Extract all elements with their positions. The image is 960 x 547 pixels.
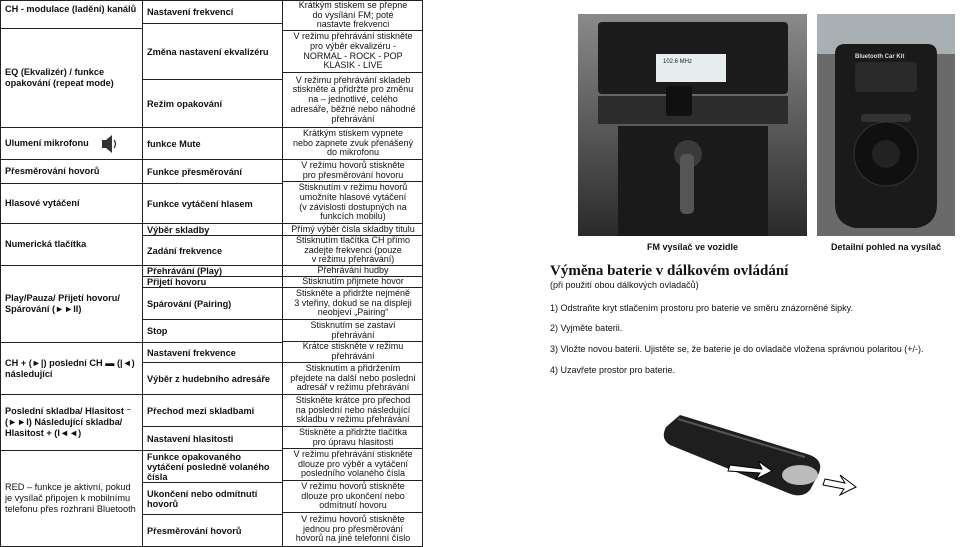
function-cell: Funkce vytáčení hlasem xyxy=(143,184,282,224)
description-cell: Stiskněte krátce pro přechod na poslední nebo následující skladbu v režimu přehrávání xyxy=(283,395,423,427)
button-name: EQ (Ekvalizér) / funkce opakování (repeat mode) xyxy=(5,67,114,88)
battery-step-3: 3) Vložte novou baterii. Ujistěte se, že baterie je do ovladače vložena správnou polaritou (+/-). xyxy=(550,344,924,354)
function-cell: Výběr skladby xyxy=(143,224,282,236)
battery-step-2: 2) Vyjměte baterii. xyxy=(550,323,623,333)
description-cell: Přehrávání hudby xyxy=(283,266,423,277)
radio-display-text: 102.6 MHz xyxy=(663,59,693,65)
row-eq xyxy=(1,29,142,128)
description-cell: Krátkým stiskem vypnete nebo zapnete zvuk přenášený do mikrofonu xyxy=(283,128,423,160)
function-cell: Přesměrování hovorů xyxy=(143,515,282,547)
row-track-volume xyxy=(1,395,142,451)
remote-battery-illustration xyxy=(660,395,860,505)
speaker-icon xyxy=(100,128,118,160)
description-cell: Stisknutím se zastaví přehrávání xyxy=(283,320,423,342)
function-cell: Nastavení hlasitosti xyxy=(143,427,282,451)
function-cell: Přijetí hovoru xyxy=(143,277,282,288)
description-cell: Stisknutím tlačítka CH přímo zadejte frekvenci (pouze v režimu přehrávání) xyxy=(283,236,423,266)
row-mute xyxy=(1,128,142,160)
function-cell: Režim opakování xyxy=(143,80,282,128)
button-name-column xyxy=(0,0,142,547)
description-cell: Stisknutím v režimu hovorů umožníte hlasové vytáčení (v závislosti dostupných na funkcích mobilu) xyxy=(283,182,423,224)
transmitter-photo xyxy=(817,14,955,236)
battery-step-4: 4) Uzavřete prostor pro baterie. xyxy=(550,365,676,375)
row-red-led xyxy=(1,451,142,547)
function-cell: Výběr z hudebního adresáře xyxy=(143,363,282,395)
button-name: CH - modulace (ladění) kanálů xyxy=(5,4,137,14)
function-cell: Přechod mezi skladbami xyxy=(143,395,282,427)
transmitter-image xyxy=(817,14,955,236)
button-name: CH + (►|) poslední CH ▬ (|◄) následující xyxy=(5,357,135,379)
description-column xyxy=(282,0,423,547)
button-name: Přesměrování hovorů xyxy=(5,166,100,176)
row-ch-modulation xyxy=(1,0,142,29)
description-cell: Krátkým stiskem se přepne do vysílání FM; poté nastavte frekvenci xyxy=(283,0,423,31)
description-cell: V režimu přehrávání stiskněte pro výběr ekvalizéru - NORMAL - ROCK - POP KLASIK - LIVE xyxy=(283,31,423,73)
car-interior-photo xyxy=(578,14,807,236)
row-voice-dial xyxy=(1,184,142,224)
arrow-right-icon xyxy=(823,475,856,495)
row-numeric xyxy=(1,224,142,266)
description-cell: V režimu přehrávání stiskněte dlouze pro výběr a vytáčení posledního volaného čísla xyxy=(283,449,423,481)
button-name: Ulumení mikrofonu xyxy=(5,138,89,148)
function-cell: Nastavení frekvence xyxy=(143,343,282,363)
function-cell: Ukončení nebo odmítnutí hovorů xyxy=(143,483,282,515)
battery-step-1: 1) Odstraňte kryt stlačením prostoru pro baterie ve směru znázorněné šipky. xyxy=(550,303,853,313)
row-ch-next-prev xyxy=(1,343,142,395)
description-cell: Přímý výběr čísla skladby titulu xyxy=(283,224,423,236)
function-cell: Nastavení frekvencí xyxy=(143,0,282,24)
function-cell: Funkce přesměrování xyxy=(143,160,282,184)
detail-photo-caption: Detailní pohled na vysílač xyxy=(830,242,942,252)
row-redirect xyxy=(1,160,142,184)
description-cell: V režimu hovorů stiskněte pro přesměrování hovoru xyxy=(283,160,423,182)
description-cell: Stiskněte a přidržte tlačítka pro úpravu hlasitosti xyxy=(283,427,423,449)
function-cell: Zadání frekvence xyxy=(143,236,282,266)
car-interior-image xyxy=(578,14,807,236)
button-name: Play/Pauza/ Přijetí hovoru/ Spárování (►►II) xyxy=(5,293,120,314)
description-cell: V režimu přehrávání skladeb stiskněte a přidržte pro změnu na – jednotlivé, celého adresáře, běžné nebo náhodné přehrávání xyxy=(283,73,423,128)
function-cell: Funkce opakovaného vytáčení posledně volaného čísla xyxy=(143,451,282,483)
function-cell: Stop xyxy=(143,320,282,343)
car-photo-caption: FM vysílač ve vozidle xyxy=(646,242,739,252)
row-play-pause xyxy=(1,266,142,343)
description-cell: Stiskněte a přidržte nejméně 3 vteřiny, dokud se na displeji neobjeví „Pairing“ xyxy=(283,288,423,320)
battery-icon xyxy=(782,465,818,485)
battery-section-subtitle: (při použití obou dálkových ovladačů) xyxy=(550,280,699,290)
button-name: Hlasové vytáčení xyxy=(5,198,80,208)
description-cell: V režimu hovorů stiskněte dlouze pro ukončení nebo odmítnutí hovoru xyxy=(283,481,423,513)
function-cell: Přehrávání (Play) xyxy=(143,266,282,277)
function-cell: Změna nastavení ekvalizéru xyxy=(143,24,282,80)
function-table xyxy=(0,0,423,547)
function-column xyxy=(142,0,282,547)
device-label: Bluetooth Car Kit xyxy=(855,54,905,60)
description-cell: Stisknutím přijmete hovor xyxy=(283,277,423,288)
button-name: Numerická tlačítka xyxy=(5,239,87,249)
battery-section-title: Výměna baterie v dálkovém ovládání xyxy=(550,263,789,279)
function-cell: Spárování (Pairing) xyxy=(143,288,282,320)
description-cell: V režimu hovorů stiskněte jednou pro přesměrování hovorů na jiné telefonní číslo xyxy=(283,513,423,547)
button-name: Poslední skladba/ Hlasitost ⁻ (►►I) Následující skladba/ Hlasitost + (I◄◄) xyxy=(5,406,132,438)
function-cell: funkce Mute xyxy=(143,128,282,160)
description-cell: Krátce stiskněte v režimu přehrávání xyxy=(283,342,423,363)
button-name: RED – funkce je aktivní, pokud je vysílač připojen k mobilnímu telefonu přes rozhraní Bluetooth xyxy=(5,482,136,514)
description-cell: Stisknutím a přidržením přejdete na další nebo poslední adresář v režimu přehrávání xyxy=(283,363,423,395)
